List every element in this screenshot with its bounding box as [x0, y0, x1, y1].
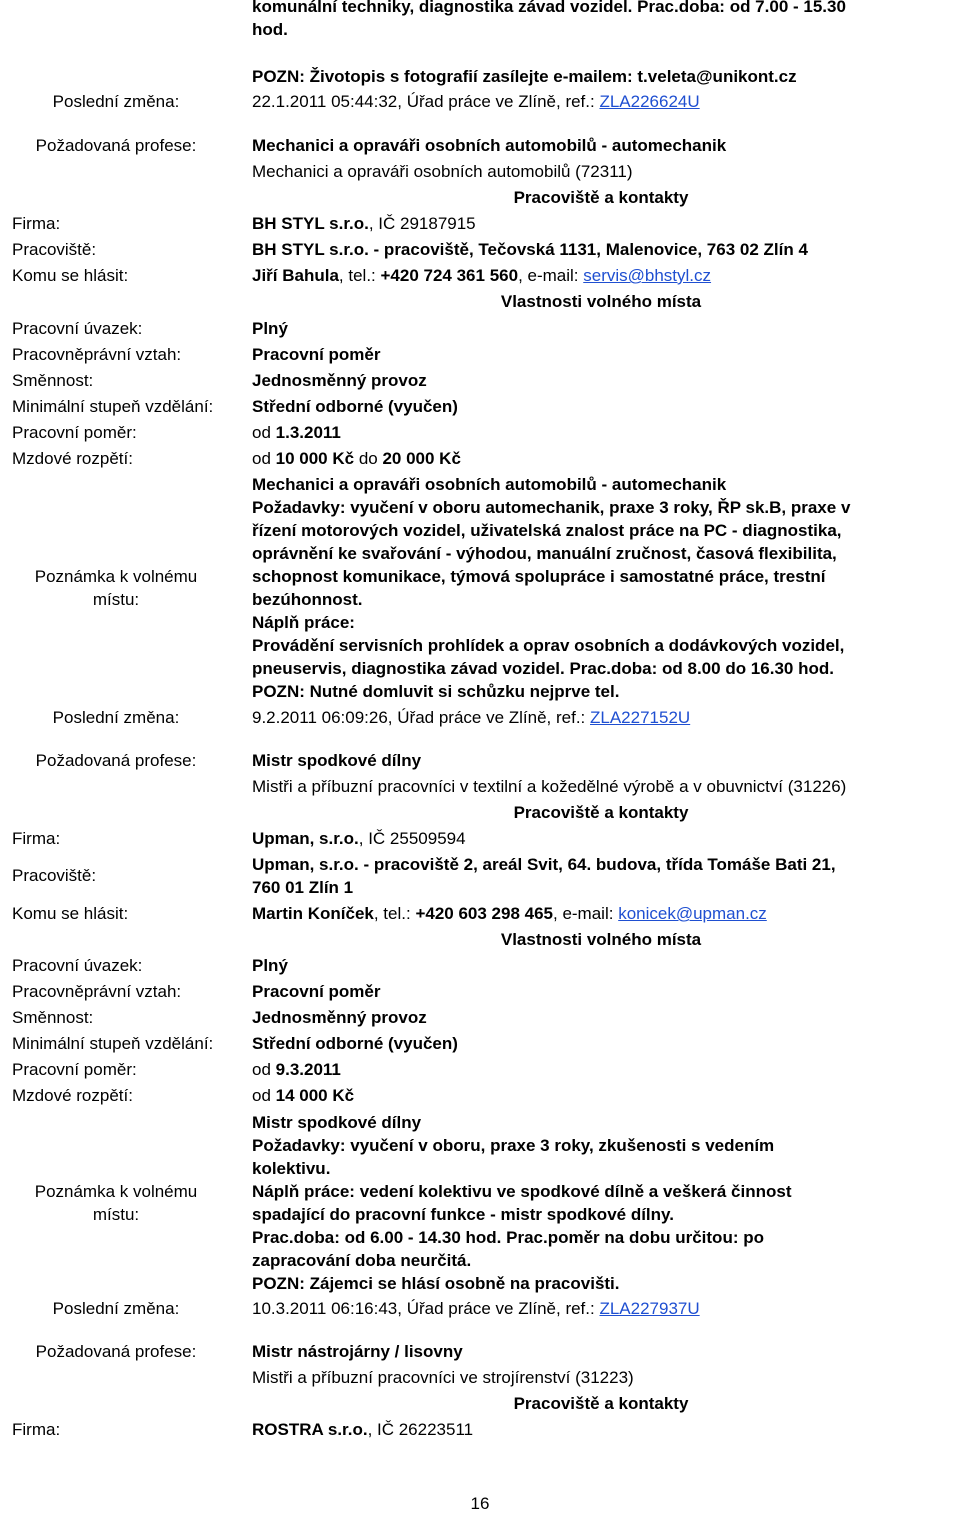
job2-firma: Upman, s.r.o., IČ 25509594 — [252, 829, 466, 848]
job2-pracoviste-2: 760 01 Zlín 1 — [252, 878, 354, 897]
job2-note-line: POZN: Zájemci se hlásí osobně na pracovišti. — [252, 1274, 620, 1293]
vzdelani-label: Minimální stupeň vzdělání: — [12, 1034, 214, 1053]
vztah-label: Pracovněprávní vztah: — [12, 345, 182, 364]
vztah-label: Pracovněprávní vztah: — [12, 982, 182, 1001]
vzdelani-label: Minimální stupeň vzdělání: — [12, 397, 214, 416]
job3-profese: Mistr nástrojárny / lisovny — [252, 1342, 463, 1361]
job1-note-line: schopnost komunikace, týmová spolupráce i samostatné práce, trestní — [252, 567, 826, 586]
job1-kod: Mechanici a opraváři osobních automobilů (72311) — [252, 162, 633, 181]
job1-profese: Mechanici a opraváři osobních automobilů - automechanik — [252, 136, 727, 155]
section-header-vlastnosti: Vlastnosti volného místa — [500, 930, 702, 949]
smennost-label: Směnnost: — [12, 1008, 94, 1027]
job1-note-line: Provádění servisních prohlídek a oprav osobních a dodávkových vozidel, — [252, 636, 845, 655]
page-number: 16 — [470, 1494, 490, 1513]
job2-note-line: zapracování doba neurčitá. — [252, 1251, 472, 1270]
job3-kod: Mistři a příbuzní pracovníci ve strojírenství (31223) — [252, 1368, 634, 1387]
profese-label: Požadovaná profese: — [35, 1342, 197, 1361]
email-link[interactable]: konicek@upman.cz — [618, 904, 767, 923]
pomer-label: Pracovní poměr: — [12, 1060, 137, 1079]
job1-pomer: od 1.3.2011 — [252, 423, 341, 442]
uvazek-label: Pracovní úvazek: — [12, 956, 143, 975]
poznamka-label: Poznámka k volnému — [34, 567, 198, 586]
note-continuation-2: hod. — [252, 20, 288, 39]
ref-link[interactable]: ZLA227152U — [590, 708, 691, 727]
job3-firma: ROSTRA s.r.o., IČ 26223511 — [252, 1420, 474, 1439]
job2-pracoviste: Upman, s.r.o. - pracoviště 2, areál Svit, 64. budova, třída Tomáše Bati 21, — [252, 855, 836, 874]
ref-link[interactable]: ZLA226624U — [599, 92, 700, 111]
email-link[interactable]: servis@bhstyl.cz — [583, 266, 712, 285]
job1-note-line: Náplň práce: — [252, 613, 355, 632]
job1-vztah: Pracovní poměr — [252, 345, 381, 364]
job2-vztah: Pracovní poměr — [252, 982, 381, 1001]
pracoviste-label: Pracoviště: — [12, 240, 97, 259]
poznamka-label-2: místu: — [92, 1205, 140, 1224]
job2-note-line: kolektivu. — [252, 1159, 331, 1178]
job1-note-line: oprávnění ke svařování - výhodou, manuální zručnost, časová flexibilita, — [252, 544, 837, 563]
job1-vzdelani: Střední odborné (vyučen) — [252, 397, 458, 416]
job1-firma: BH STYL s.r.o., IČ 29187915 — [252, 214, 476, 233]
job1-note-line: Mechanici a opraváři osobních automobilů - automechanik — [252, 475, 727, 494]
job1-smennost: Jednosměnný provoz — [252, 371, 427, 390]
komu-label: Komu se hlásit: — [12, 904, 129, 923]
job2-note-line: spadající do pracovní funkce - mistr spodkové dílny. — [252, 1205, 674, 1224]
ref-link[interactable]: ZLA227937U — [599, 1299, 700, 1318]
job1-komu: Jiří Bahula, tel.: +420 724 361 560, e-mail: servis@bhstyl.cz — [252, 266, 712, 285]
job2-profese: Mistr spodkové dílny — [252, 751, 422, 770]
komu-label: Komu se hlásit: — [12, 266, 129, 285]
job2-uvazek: Plný — [252, 956, 288, 975]
job2-note-line: Náplň práce: vedení kolektivu ve spodkové dílně a veškerá činnost — [252, 1182, 792, 1201]
job2-note-line: Mistr spodkové dílny — [252, 1113, 422, 1132]
job2-zmena: 10.3.2011 06:16:43, Úřad práce ve Zlíně, ref.: ZLA227937U — [252, 1299, 700, 1318]
note-continuation-1: komunální techniky, diagnostika závad vozidel. Prac.doba: od 7.00 - 15.30 — [252, 0, 846, 16]
job2-smennost: Jednosměnný provoz — [252, 1008, 427, 1027]
job1-note-line: bezúhonnost. — [252, 590, 363, 609]
job1-note-line: Požadavky: vyučení v oboru automechanik, praxe 3 roky, ŘP sk.B, praxe v — [252, 498, 851, 517]
zmena-label: Poslední změna: — [52, 708, 180, 727]
section-header-vlastnosti: Vlastnosti volného místa — [500, 292, 702, 311]
job1-pracoviste: BH STYL s.r.o. - pracoviště, Tečovská 1131, Malenovice, 763 02 Zlín 4 — [252, 240, 808, 259]
job2-note-line: Požadavky: vyučení v oboru, praxe 3 roky, zkušenosti s vedením — [252, 1136, 775, 1155]
section-header-kontakty: Pracoviště a kontakty — [513, 1394, 689, 1413]
job2-mzda: od 14 000 Kč — [252, 1086, 355, 1105]
job2-vzdelani: Střední odborné (vyučen) — [252, 1034, 458, 1053]
mzda-label: Mzdové rozpětí: — [12, 1086, 133, 1105]
poznamka-label-2: místu: — [92, 590, 140, 609]
job1-note-line: řízení motorových vozidel, uživatelská znalost práce na PC - diagnostika, — [252, 521, 842, 540]
job1-note-line: pneuservis, diagnostika závad vozidel. Prac.doba: od 8.00 do 16.30 hod. — [252, 659, 834, 678]
job1-uvazek: Plný — [252, 319, 288, 338]
section-header-kontakty: Pracoviště a kontakty — [513, 803, 689, 822]
section-header-kontakty: Pracoviště a kontakty — [513, 188, 689, 207]
job1-note-line: POZN: Nutné domluvit si schůzku nejprve tel. — [252, 682, 620, 701]
firma-label: Firma: — [12, 214, 61, 233]
uvazek-label: Pracovní úvazek: — [12, 319, 143, 338]
last-change-value: 22.1.2011 05:44:32, Úřad práce ve Zlíně, ref.: ZLA226624U — [252, 92, 700, 111]
firma-label: Firma: — [12, 1420, 61, 1439]
zmena-label: Poslední změna: — [52, 1299, 180, 1318]
note-continuation-pozn: POZN: Životopis s fotografií zasílejte e-mailem: t.veleta@unikont.cz — [252, 67, 797, 86]
mzda-label: Mzdové rozpětí: — [12, 449, 133, 468]
profese-label: Požadovaná profese: — [35, 751, 197, 770]
pracoviste-label: Pracoviště: — [12, 866, 97, 885]
poznamka-label: Poznámka k volnému — [34, 1182, 198, 1201]
job2-note-line: Prac.doba: od 6.00 - 14.30 hod. Prac.poměr na dobu určitou: po — [252, 1228, 764, 1247]
job1-mzda: od 10 000 Kč do 20 000 Kč — [252, 449, 461, 468]
job2-komu: Martin Koníček, tel.: +420 603 298 465, e-mail: konicek@upman.cz — [252, 904, 767, 923]
job1-zmena: 9.2.2011 06:09:26, Úřad práce ve Zlíně, ref.: ZLA227152U — [252, 708, 691, 727]
smennost-label: Směnnost: — [12, 371, 94, 390]
profese-label: Požadovaná profese: — [35, 136, 197, 155]
pomer-label: Pracovní poměr: — [12, 423, 137, 442]
last-change-label: Poslední změna: — [52, 92, 180, 111]
job2-pomer: od 9.3.2011 — [252, 1060, 341, 1079]
job2-kod: Mistři a příbuzní pracovníci v textilní a kožedělné výrobě a v obuvnictví (31226) — [252, 777, 847, 796]
firma-label: Firma: — [12, 829, 61, 848]
